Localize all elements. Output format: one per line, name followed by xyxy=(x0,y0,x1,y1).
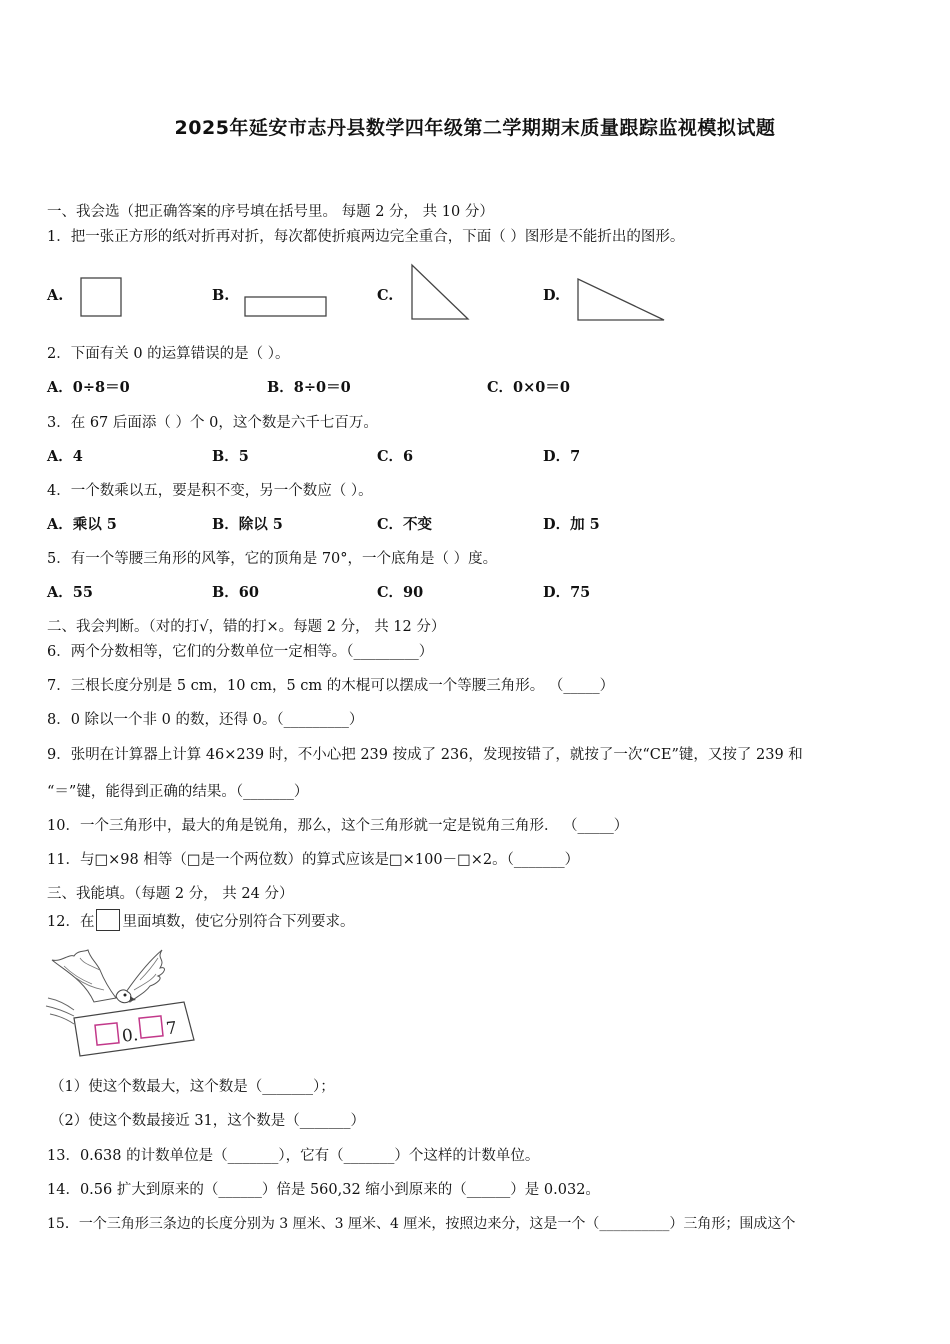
q4-option-c: C．不变 xyxy=(377,516,433,533)
blank-box-icon xyxy=(96,909,120,931)
q2-option-b: B．8÷0＝0 xyxy=(267,379,351,396)
section-3-heading: 三、我能填。（每题 2 分， 共 24 分） xyxy=(47,886,294,902)
q3-option-c: C．6 xyxy=(377,448,414,465)
q5-option-b: B．60 xyxy=(212,584,259,601)
q4-option-b: B．除以 5 xyxy=(212,516,283,533)
question-9-line-2: “＝”键，能得到正确的结果。（_______） xyxy=(47,784,309,800)
section-1-heading: 一、我会选（把正确答案的序号填在括号里。 每题 2 分， 共 10 分） xyxy=(47,204,494,220)
q12-suffix: 里面填数，使它分别符合下列要求。 xyxy=(122,914,355,930)
question-15: 15．一个三角形三条边的长度分别为 3 厘米、3 厘米、4 厘米，按照边来分，这是一个（__________）三角形；围成这个 xyxy=(47,1216,796,1232)
question-11: 11．与□×98 相等（□是一个两位数）的算式应该是□×100－□×2。（_______） xyxy=(47,852,580,868)
question-6: 6．两个分数相等，它们的分数单位一定相等。（_________） xyxy=(47,644,434,660)
q2-option-c: C．0×0＝0 xyxy=(487,379,570,396)
question-7: 7．三根长度分别是 5 cm，10 cm，5 cm 的木棍可以摆成一个等腰三角形。 （_____） xyxy=(47,678,615,694)
q5-option-d: D．75 xyxy=(543,584,591,601)
q1-option-b: B. xyxy=(212,287,230,304)
triangle-c-shape xyxy=(408,262,472,324)
question-12 xyxy=(47,909,354,932)
q1-option-c: C. xyxy=(377,287,394,304)
q3-option-b: B．5 xyxy=(212,448,249,465)
q12-prefix: 12．在 xyxy=(47,914,95,930)
card-right-digit: 7 xyxy=(165,1018,178,1040)
q4-option-a: A．乘以 5 xyxy=(47,516,117,533)
section-2-heading: 二、我会判断。（对的打√，错的打×。每题 2 分， 共 12 分） xyxy=(47,619,446,635)
q1-option-a: A. xyxy=(47,287,64,304)
question-14: 14．0.56 扩大到原来的（______）倍是 560,32 缩小到原来的（______）是 0.032。 xyxy=(47,1182,600,1198)
question-8: 8．0 除以一个非 0 的数，还得 0。（_________） xyxy=(47,712,364,728)
question-1: 1．把一张正方形的纸对折再对折，每次都使折痕两边完全重合，下面（ ）图形是不能折出的图形。 xyxy=(47,229,685,245)
q2-option-a: A．0÷8＝0 xyxy=(47,379,130,396)
q5-option-c: C．90 xyxy=(377,584,424,601)
question-10: 10．一个三角形中，最大的角是锐角，那么，这个三角形就一定是锐角三角形． （_____） xyxy=(47,818,629,834)
q5-option-a: A．55 xyxy=(47,584,93,601)
q3-option-d: D．7 xyxy=(543,448,581,465)
question-3: 3．在 67 后面添（ ）个 0，这个数是六千七百万。 xyxy=(47,415,378,431)
q1-option-d: D. xyxy=(543,287,561,304)
square-shape xyxy=(78,276,124,320)
question-4: 4．一个数乘以五，要是积不变，另一个数应（ ）。 xyxy=(47,483,373,499)
card-middle-text: 0. xyxy=(121,1025,140,1047)
question-12-part-1: （1）使这个数最大，这个数是（_______）； xyxy=(50,1079,335,1095)
rectangle-shape xyxy=(242,294,330,320)
question-12-part-2: （2）使这个数最接近 31，这个数是（_______） xyxy=(50,1113,366,1129)
eagle-card-illustration xyxy=(44,940,204,1060)
page-title: 2025年延安市志丹县数学四年级第二学期期末质量跟踪监视模拟试题 xyxy=(174,117,776,139)
q4-option-d: D．加 5 xyxy=(543,516,600,533)
question-5: 5．有一个等腰三角形的风筝，它的顶角是 70°，一个底角是（ ）度。 xyxy=(47,551,498,567)
triangle-d-shape xyxy=(574,276,670,324)
q3-option-a: A．4 xyxy=(47,448,83,465)
question-13: 13．0.638 的计数单位是（_______），它有（_______）个这样的计数单位。 xyxy=(47,1148,540,1164)
question-2: 2．下面有关 0 的运算错误的是（ ）。 xyxy=(47,346,290,362)
question-9-line-1: 9．张明在计算器上计算 46×239 时，不小心把 239 按成了 236，发现按错了，就按了一次“CE”键，又按了 239 和 xyxy=(47,747,803,763)
